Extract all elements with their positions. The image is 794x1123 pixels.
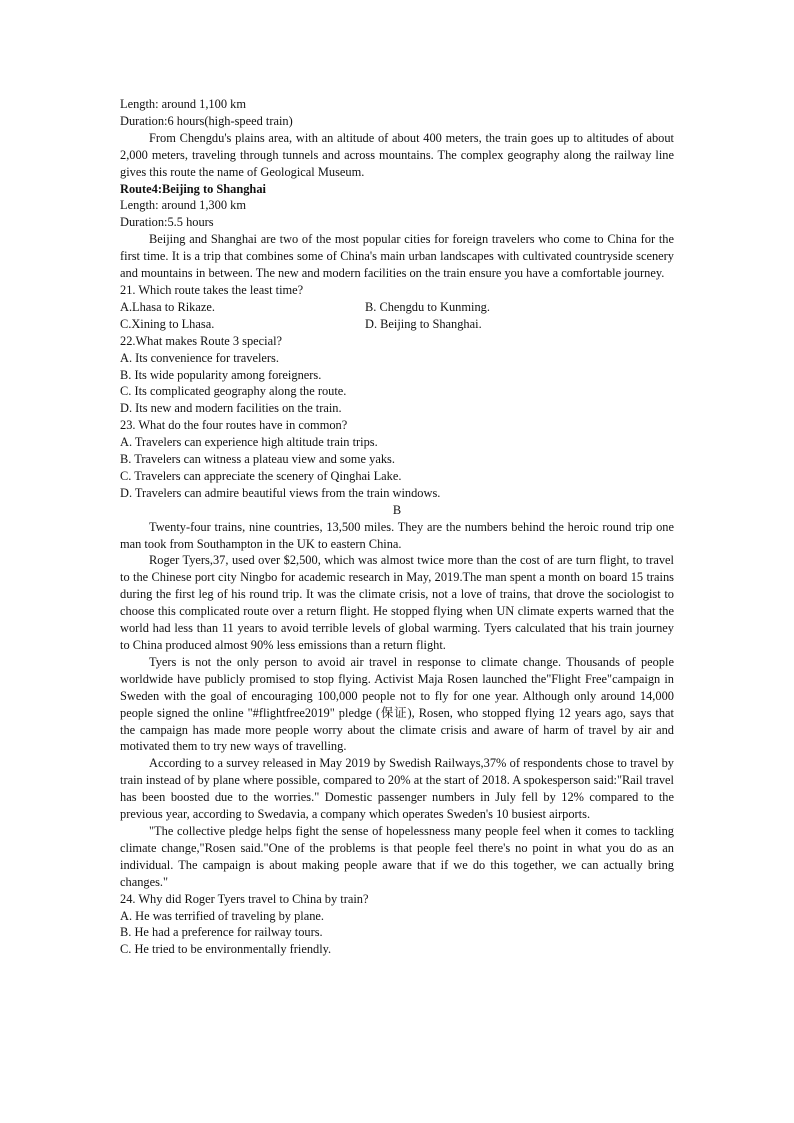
option-d: D. Travelers can admire beautiful views from the train windows. <box>120 485 441 500</box>
question-23 <box>120 417 674 502</box>
option-c: C. He tried to be environmentally friendly. <box>120 942 332 957</box>
route4-length: Length: around 1,300 km <box>120 198 246 213</box>
option-c: C.Xining to Lhasa. <box>120 316 215 331</box>
option-b: B. Chengdu to Kunming. <box>365 299 490 314</box>
document-page <box>120 96 674 958</box>
option-row <box>120 316 674 333</box>
option-a: A. Its convenience for travelers. <box>120 350 279 365</box>
option-d: D. Beijing to Shanghai. <box>365 316 482 331</box>
option-row <box>120 299 674 316</box>
question-stem: 24. Why did Roger Tyers travel to China by train? <box>120 891 369 906</box>
option-a: A. Travelers can experience high altitude train trips. <box>120 435 378 450</box>
question-stem: 23. What do the four routes have in common? <box>120 418 348 433</box>
route4-heading: Route4:Beijing to Shanghai <box>120 181 266 196</box>
passage-b-label: B <box>392 502 402 517</box>
option-b: B. He had a preference for railway tours. <box>120 925 323 940</box>
option-a: A.Lhasa to Rikaze. <box>120 299 215 314</box>
route3-length: Length: around 1,100 km <box>120 97 246 111</box>
question-22 <box>120 333 674 418</box>
passage-paragraph: According to a survey released in May 2019 by Swedish Railways,37% of respondents chose to travel by train instead of by plane where possible, compared to 20% at the start of 2018. A spokesperson said:"Rail travel has been boosted due to the worries." Domestic passenger numbers in July fell by 12% compared to the previous year, according to Swedavia, a company which operates Sweden's 10 busiest airports. <box>120 756 674 822</box>
passage-paragraph: Tyers is not the only person to avoid air travel in response to climate change. Thousands of people worldwide have publicly promised to stop flying. Activist Maja Rosen launched the"Flight Free"campaign in Sweden with the goal of encouraging 100,000 people not to fly for one year. Although only around 14,000 people signed the online "#flightfree2019" pledge (保证), Rosen, who stopped flying 12 years ago, says that the campaign has made more people worry about the climate crisis and aware of harm of travel by air and motivated them to try new ways of travelling. <box>120 654 674 754</box>
passage-paragraph: Roger Tyers,37, used over $2,500, which was almost twice more than the cost of are turn flight, to travel to the Chinese port city Ningbo for academic research in May, 2019.The man spent a month on board 15 trains during the first leg of his round trip. It was the climate crisis, not a love of trains, that drove the sociologist to choose this complicated route over a return flight. He stopped flying when UN climate experts warned that the world had less than 11 years to avoid terrible levels of global warming. Tyers calculated that his train journey to China produced almost 90% less emissions than a return flight. <box>120 553 674 652</box>
passage-paragraph: "The collective pledge helps fight the sense of hopelessness many people feel when it comes to tackling climate change,"Rosen said."One of the problems is that people feel there's no point in what you do as an individual. The campaign is about making people aware that if we do this together, we can actually bring changes." <box>120 823 674 889</box>
option-c: C. Its complicated geography along the route. <box>120 384 347 399</box>
route3-description: From Chengdu's plains area, with an altitude of about 400 meters, the train goes up to altitudes of about 2,000 meters, traveling through tunnels and across mountains. The complex geography along the railway line gives this route the name of Geological Museum. <box>120 130 674 179</box>
option-b: B. Travelers can witness a plateau view and some yaks. <box>120 452 395 467</box>
route4-description: Beijing and Shanghai are two of the most popular cities for foreign travelers who come to China for the first time. It is a trip that combines some of China's main urban landscapes with cultivated countryside scenery and mountains in between. The new and modern facilities on the train ensure you have a comfortable journey. <box>120 232 674 281</box>
option-d: D. Its new and modern facilities on the train. <box>120 401 342 416</box>
question-stem: 21. Which route takes the least time? <box>120 282 304 297</box>
passage-paragraph: Twenty-four trains, nine countries, 13,500 miles. They are the numbers behind the heroic round trip one man took from Southampton in the UK to eastern China. <box>120 519 674 551</box>
option-b: B. Its wide popularity among foreigners. <box>120 367 322 382</box>
question-21 <box>120 282 674 333</box>
question-24 <box>120 891 674 959</box>
option-a: A. He was terrified of traveling by plane. <box>120 908 325 923</box>
option-c: C. Travelers can appreciate the scenery of Qinghai Lake. <box>120 468 402 483</box>
question-stem: 22.What makes Route 3 special? <box>120 333 283 348</box>
route4-duration: Duration:5.5 hours <box>120 215 214 230</box>
route3-duration: Duration:6 hours(high-speed train) <box>120 113 293 128</box>
